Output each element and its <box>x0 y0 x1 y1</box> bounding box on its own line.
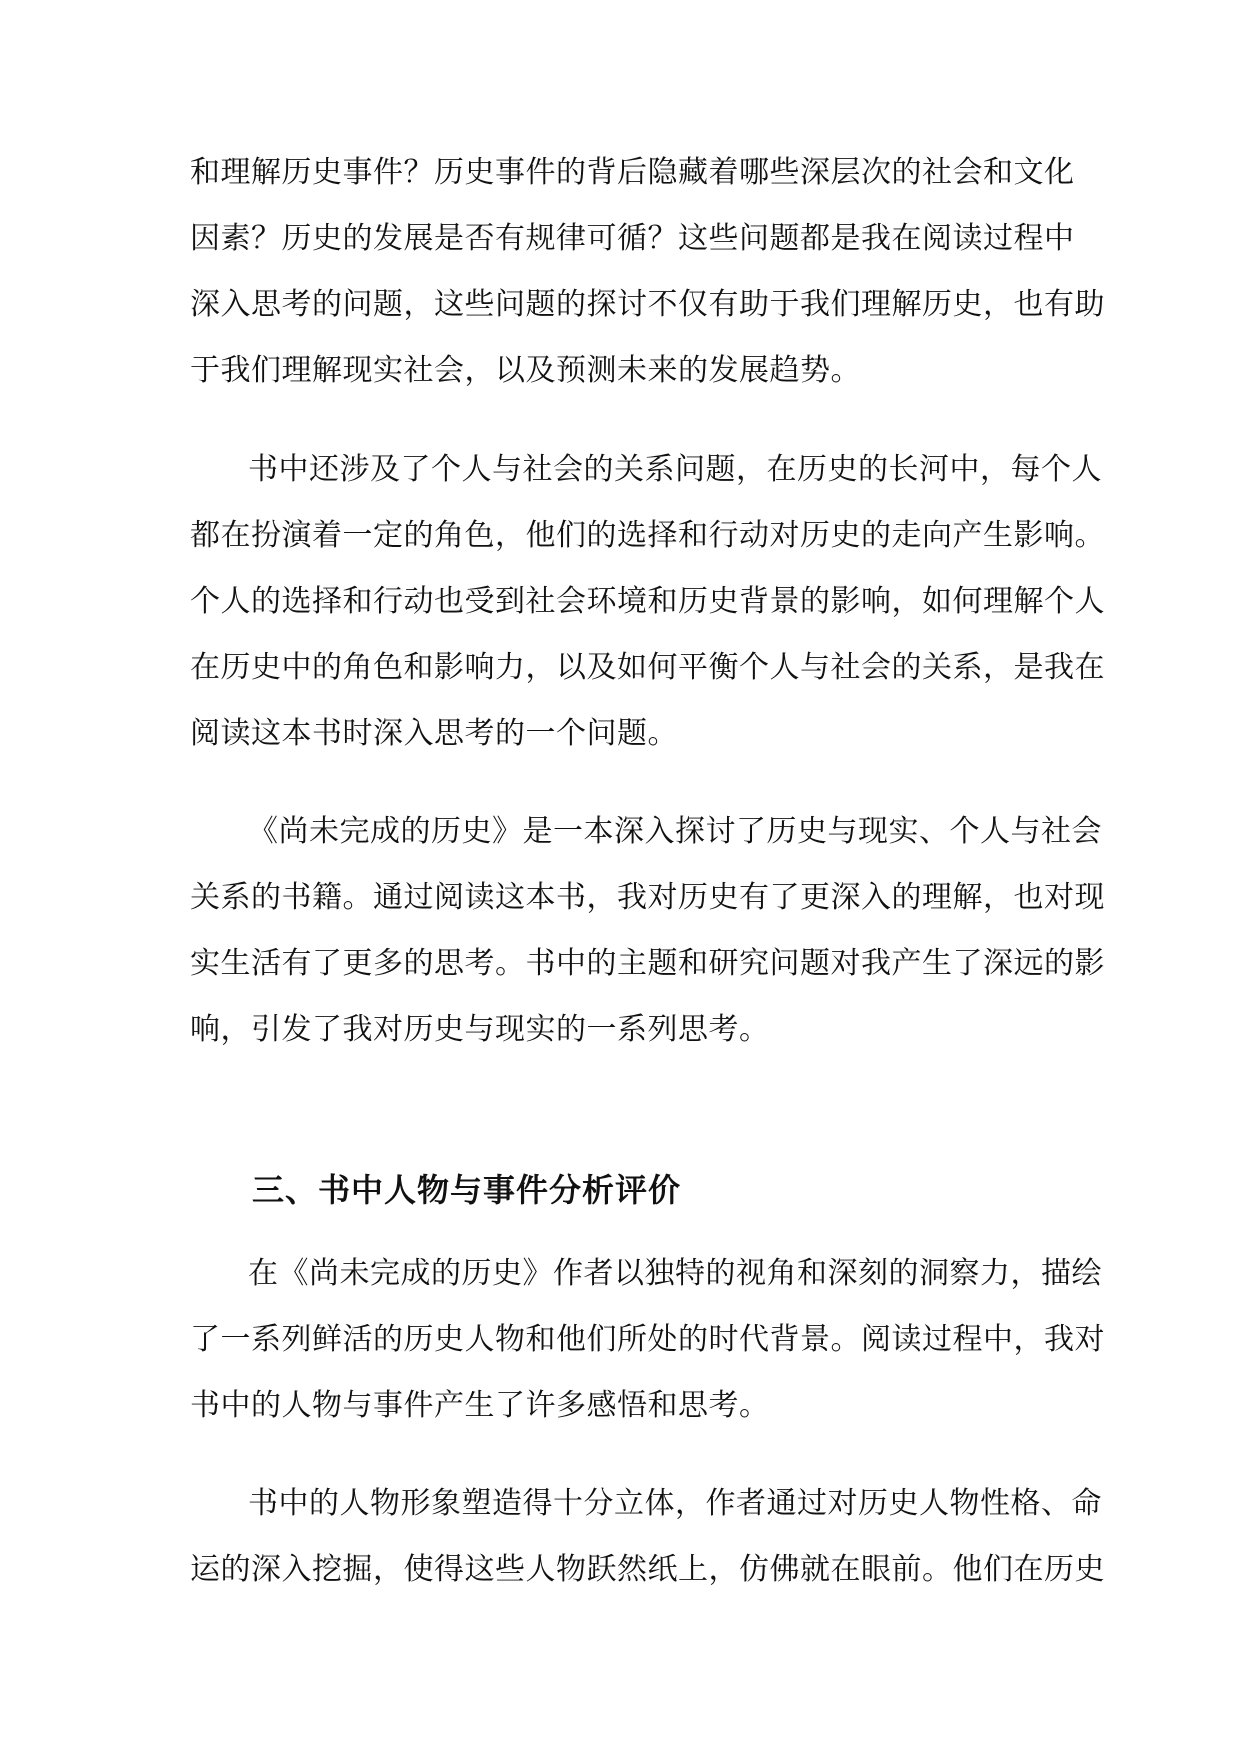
text-line: 书中还涉及了个人与社会的关系问题，在历史的长河中，每个人 <box>248 452 1102 487</box>
text-line: 实生活有了更多的思考。书中的主题和研究问题对我产生了深远的影 <box>190 946 1105 981</box>
text-line: 了一系列鲜活的历史人物和他们所处的时代背景。阅读过程中，我对 <box>190 1322 1105 1357</box>
text-line: 《尚未完成的历史》是一本深入探讨了历史与现实、个人与社会 <box>248 814 1102 849</box>
text-line: 于我们理解现实社会，以及预测未来的发展趋势。 <box>190 353 861 388</box>
text-line: 在《尚未完成的历史》作者以独特的视角和深刻的洞察力，描绘 <box>248 1256 1102 1291</box>
text-line: 关系的书籍。通过阅读这本书，我对历史有了更深入的理解，也对现 <box>190 880 1105 915</box>
text-line: 个人的选择和行动也受到社会环境和历史背景的影响，如何理解个人 <box>190 584 1105 619</box>
text-line: 深入思考的问题，这些问题的探讨不仅有助于我们理解历史，也有助 <box>190 287 1105 322</box>
text-line: 都在扮演着一定的角色，他们的选择和行动对历史的走向产生影响。 <box>190 518 1105 553</box>
text-line: 书中的人物形象塑造得十分立体，作者通过对历史人物性格、命 <box>248 1486 1102 1521</box>
text-line: 运的深入挖掘，使得这些人物跃然纸上，仿佛就在眼前。他们在历史 <box>190 1552 1105 1587</box>
text-line: 因素？历史的发展是否有规律可循？这些问题都是我在阅读过程中 <box>190 221 1075 256</box>
text-line: 阅读这本书时深入思考的一个问题。 <box>190 716 678 751</box>
section-heading: 三、书中人物与事件分析评价 <box>252 1171 682 1209</box>
text-line: 书中的人物与事件产生了许多感悟和思考。 <box>190 1388 770 1423</box>
text-line: 在历史中的角色和影响力，以及如何平衡个人与社会的关系，是我在 <box>190 650 1105 685</box>
text-line: 响，引发了我对历史与现实的一系列思考。 <box>190 1012 770 1047</box>
text-line: 和理解历史事件？历史事件的背后隐藏着哪些深层次的社会和文化 <box>190 155 1075 190</box>
